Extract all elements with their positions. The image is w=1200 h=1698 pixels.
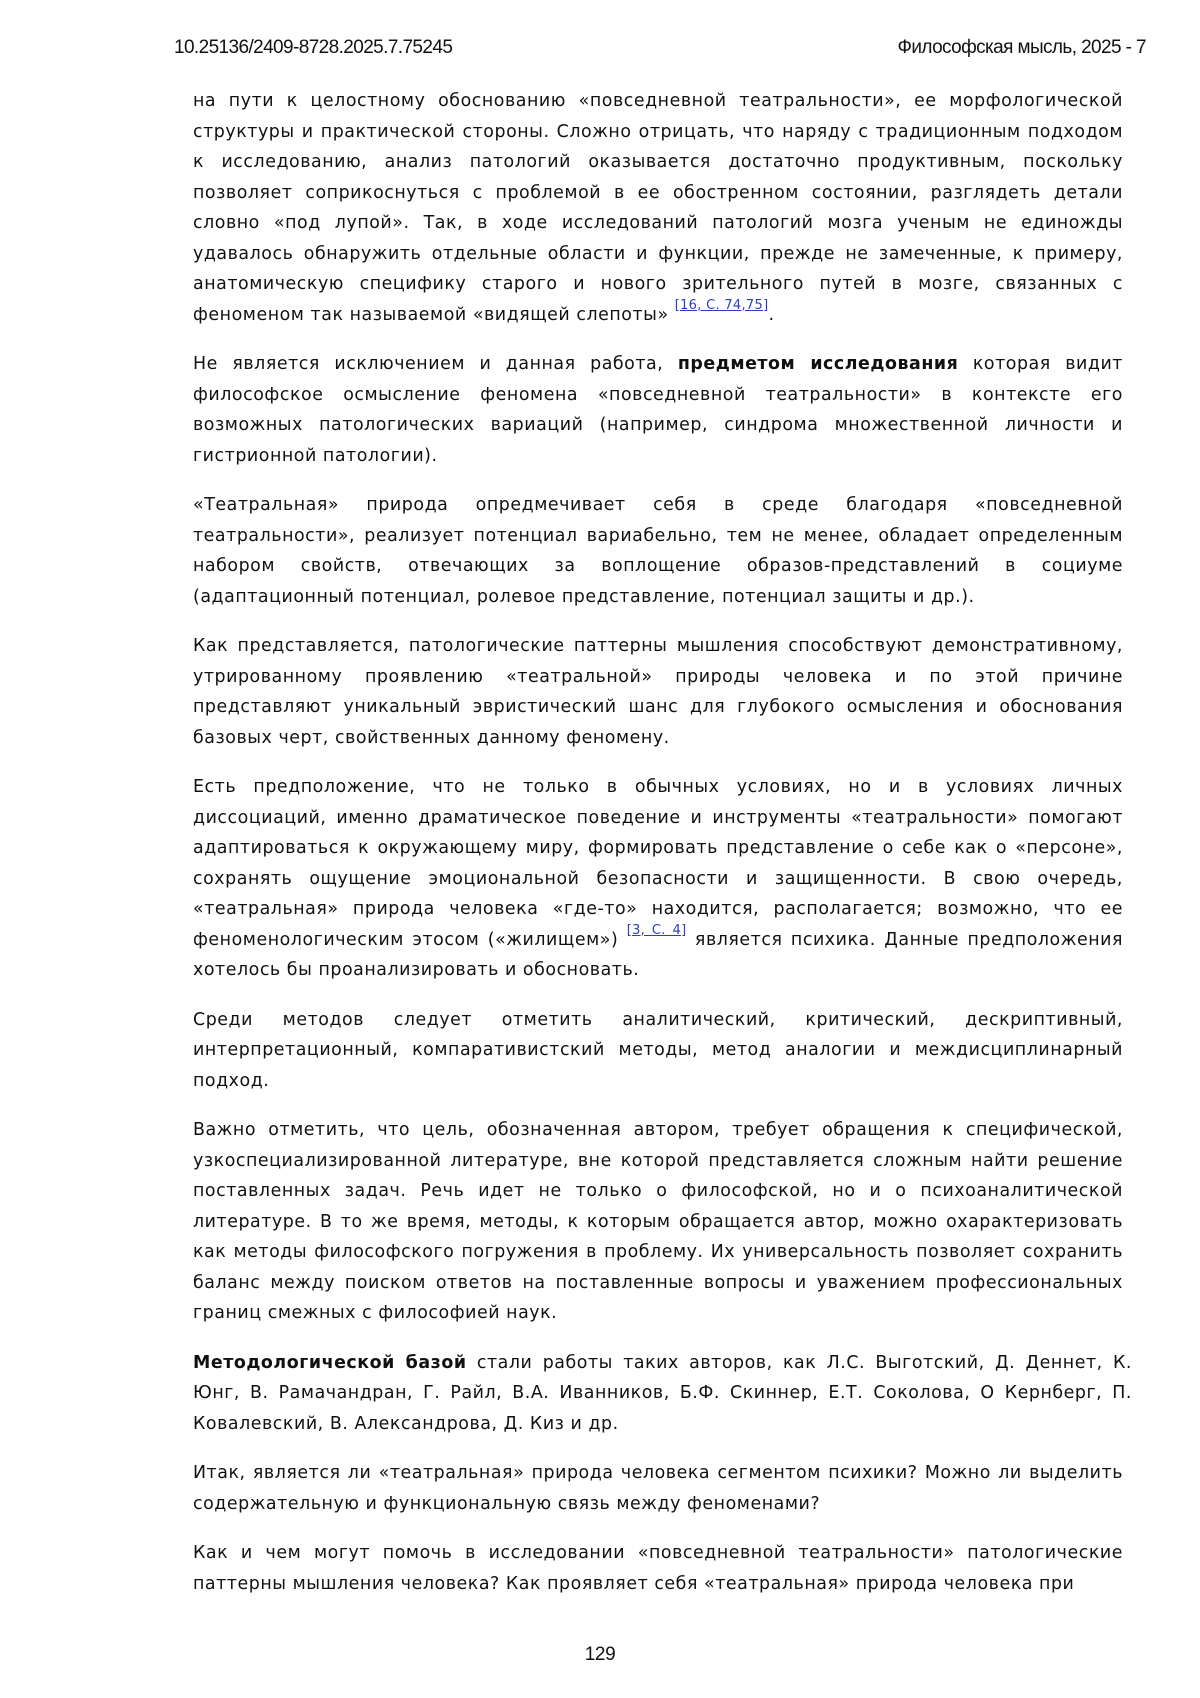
paragraph-6: Среди методов следует отметить аналитический, критический, дескриптивный, интерпретационный, компаративистский методы, метод аналогии и междисциплинарный подход.: [193, 1005, 1123, 1097]
paragraph-3: «Театральная» природа опредмечивает себя в среде благодаря «повседневной театральности», реализует потенциал вариабельно, тем не менее, обладает определенным набором свойств, отвечающих за воплощение образов-представлений в социуме (адаптационный потенциал, ролевое представление, потенциал защиты и др.).: [193, 490, 1123, 612]
paragraph-5: Есть предположение, что не только в обычных условиях, но и в условиях личных диссоциаций, именно драматическое поведение и инструменты «театральности» помогают адаптироваться к окружающему миру, формировать представление о себе как о «персоне», сохранять ощущение эмоциональной безопасности и защищенности. В свою очередь, «театральная» природа человека «где-то» находится, располагается; возможно, что ее феноменологическим этосом («жилищем») [3, С. 4] является психика. Данные предположения хотелось бы проанализировать и обосновать.: [193, 772, 1123, 986]
paragraph-10: Как и чем могут помочь в исследовании «повседневной театральности» патологические паттерны мышления человека? Как проявляет себя «театральная» природа человека при: [193, 1538, 1123, 1599]
paragraph-1: на пути к целостному обоснованию «повседневной театральности», ее морфологической структуры и практической стороны. Сложно отрицать, что наряду с традиционным подходом к исследованию, анализ патологий оказывается достаточно продуктивным, поскольку позволяет соприкоснуться с проблемой в ее обостренном состоянии, разглядеть детали словно «под лупой». Так, в ходе исследований патологий мозга ученым не единожды удавалось обнаружить отдельные области и функции, прежде не замеченные, к примеру, анатомическую специфику старого и нового зрительного путей в мозге, связанных с феноменом так называемой «видящей слепоты» [16, С. 74,75].: [193, 86, 1123, 330]
doi-text: 10.25136/2409-8728.2025.7.75245: [174, 37, 452, 59]
article-body: [193, 86, 1123, 1618]
paragraph-7: Важно отметить, что цель, обозначенная автором, требует обращения к специфической, узкоспециализированной литературе, вне которой представляется сложным найти решение поставленных задач. Речь идет не только о философской, но и о психоаналитической литературе. В то же время, методы, к которым обращается автор, можно охарактеризовать как методы философского погружения в проблему. Их универсальность позволяет сохранить баланс между поиском ответов на поставленные вопросы и уважением профессиональных границ смежных с философией наук.: [193, 1115, 1123, 1329]
paragraph-4: Как представляется, патологические паттерны мышления способствуют демонстративному, утрированному проявлению «театральной» природы человека и по этой причине представляют уникальный эвристический шанс для глубокого осмысления и обоснования базовых черт, свойственных данному феномену.: [193, 631, 1123, 753]
paragraph-9: Итак, является ли «театральная» природа человека сегментом психики? Можно ли выделить содержательную и функциональную связь между феноменами?: [193, 1458, 1123, 1519]
journal-title: Философская мысль, 2025 - 7: [898, 37, 1146, 59]
paragraph-8: Методологической базой стали работы таких авторов, как Л.С. Выготский, Д. Деннет, К. Юнг, В. Рамачандран, Г. Райл, В.А. Иванников, Б.Ф. Скиннер, Е.Т. Соколова, О Кернберг, П. Ковалевский, В. Александрова, Д. Киз и др.: [193, 1348, 1132, 1440]
bold-term-subject: предметом исследования: [678, 354, 959, 374]
citation-link-16[interactable]: [16, С. 74,75]: [675, 298, 769, 313]
paragraph-2: Не является исключением и данная работа, предметом исследования которая видит философское осмысление феномена «повседневной театральности» в контексте его возможных патологических вариаций (например, синдрома множественной личности и гистрионной патологии).: [193, 349, 1123, 471]
page-number: 129: [0, 1644, 1200, 1666]
page-header: [174, 37, 1146, 59]
citation-link-3[interactable]: [3, С. 4]: [627, 923, 687, 938]
bold-term-methodology: Методологической базой: [193, 1353, 467, 1373]
